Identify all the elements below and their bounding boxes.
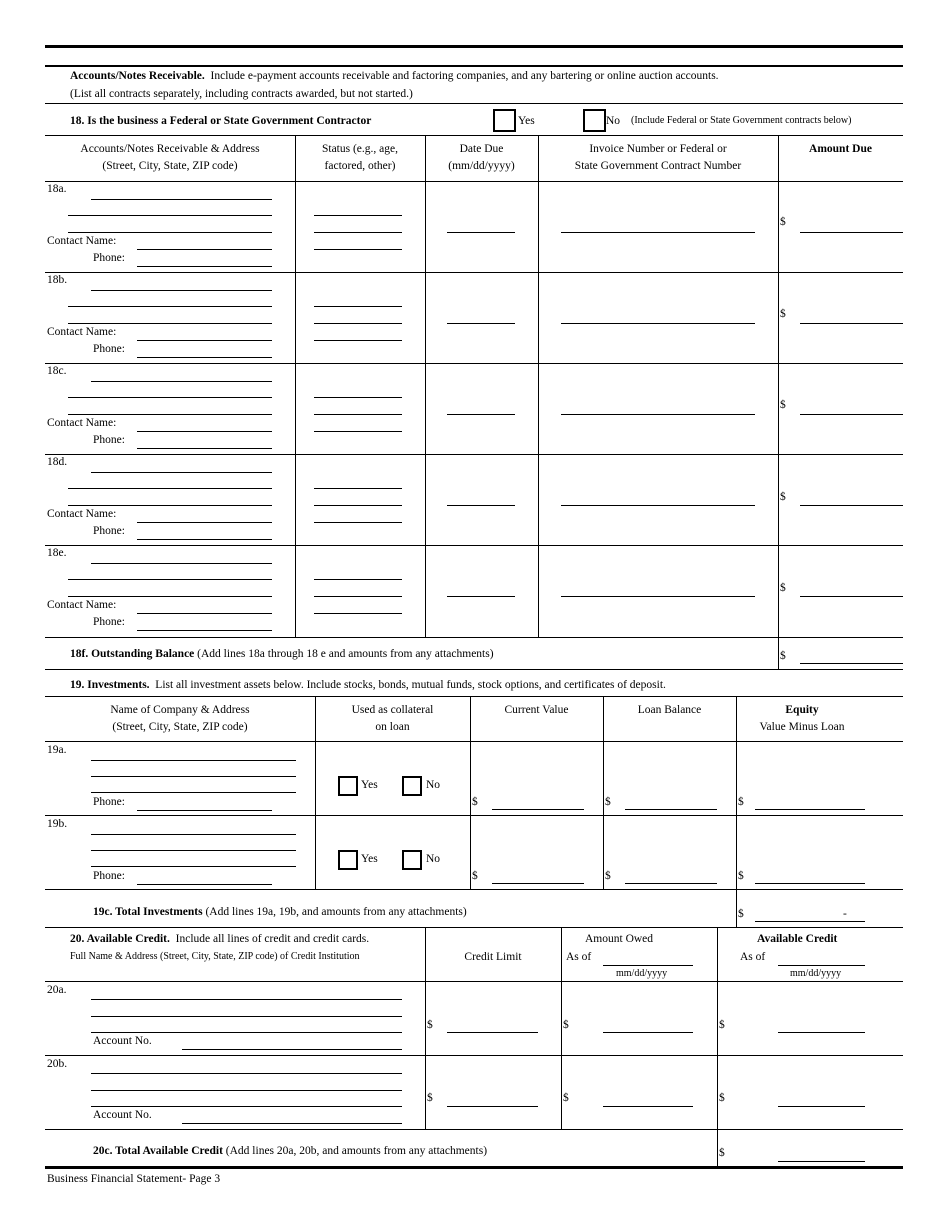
ar-date-due-input[interactable] bbox=[447, 323, 515, 324]
ar-contact-label: Contact Name: bbox=[47, 417, 117, 429]
divider bbox=[45, 1055, 903, 1056]
available-credit-date-hint: mm/dd/yyyy bbox=[790, 968, 842, 979]
inv-row-id: 19a. bbox=[47, 744, 67, 756]
ar-status-line-3[interactable] bbox=[314, 249, 402, 250]
divider bbox=[45, 696, 903, 697]
inv-collateral-yes-checkbox[interactable] bbox=[338, 776, 358, 796]
inv-phone-input[interactable] bbox=[137, 884, 272, 885]
column-rule bbox=[778, 135, 779, 670]
ar-address-line-1[interactable] bbox=[91, 381, 272, 382]
ar-address-line-3[interactable] bbox=[68, 323, 272, 324]
credit-account-input[interactable] bbox=[182, 1123, 402, 1124]
ar-contact-label: Contact Name: bbox=[47, 235, 117, 247]
ar-col1-header-line2: (Street, City, State, ZIP code) bbox=[102, 160, 238, 172]
ar-address-line-1[interactable] bbox=[91, 563, 272, 564]
divider bbox=[45, 669, 903, 670]
ar-date-due-input[interactable] bbox=[447, 232, 515, 233]
amount-owed-input[interactable] bbox=[603, 1106, 693, 1107]
inv-col5-header-line2: Value Minus Loan bbox=[759, 721, 845, 733]
inv-col2-header bbox=[315, 703, 470, 734]
ar-col2-header-line1: Status (e.g., age, bbox=[321, 143, 398, 155]
inv-collateral-yes-checkbox[interactable] bbox=[338, 850, 358, 870]
ar-invoice-input[interactable] bbox=[561, 232, 755, 233]
ar-row-id: 18d. bbox=[47, 456, 68, 468]
inv-collateral-yes-label: Yes bbox=[361, 779, 378, 791]
section-divider bbox=[45, 65, 903, 67]
ar-status-line-1[interactable] bbox=[314, 306, 402, 307]
credit-limit-dollar: $ bbox=[427, 1092, 433, 1104]
ar-address-line-2[interactable] bbox=[68, 306, 272, 307]
divider bbox=[45, 889, 903, 890]
ar-address-line-3[interactable] bbox=[68, 505, 272, 506]
line-19c-dollar: $ bbox=[738, 908, 744, 920]
line-18f-label: 18f. Outstanding Balance bbox=[70, 648, 195, 660]
ar-phone-input[interactable] bbox=[137, 266, 272, 267]
ar-col1-header bbox=[45, 142, 295, 173]
q20-sub: Full Name & Address (Street, City, State, ZIP code) of Credit Institution bbox=[70, 951, 360, 962]
amount-owed-input[interactable] bbox=[603, 1032, 693, 1033]
q18-yes-checkbox[interactable] bbox=[493, 109, 516, 132]
line-18f-text: (Add lines 18a through 18 e and amounts from any attachments) bbox=[197, 648, 494, 660]
q18-yes-label: Yes bbox=[518, 115, 535, 127]
line-20c bbox=[93, 1144, 487, 1158]
ar-amount-due-input[interactable] bbox=[800, 414, 903, 415]
inv-col3-header: Current Value bbox=[504, 704, 569, 716]
ar-invoice-input[interactable] bbox=[561, 414, 755, 415]
available-credit-input[interactable] bbox=[778, 1106, 865, 1107]
ar-invoice-input[interactable] bbox=[561, 323, 755, 324]
credit-address-line-1[interactable] bbox=[91, 1073, 402, 1074]
inv-col5-header-line1: Equity bbox=[785, 704, 819, 716]
q19-text: List all investment assets below. Include stocks, bonds, mutual funds, stock options, and certificates of deposit. bbox=[155, 679, 666, 691]
ar-contact-input[interactable] bbox=[137, 613, 272, 614]
ar-amount-due-input[interactable] bbox=[800, 505, 903, 506]
inv-address-line-3[interactable] bbox=[91, 792, 296, 793]
divider bbox=[45, 545, 903, 546]
ar-status-line-1[interactable] bbox=[314, 397, 402, 398]
available-credit-dollar: $ bbox=[719, 1092, 725, 1104]
ar-address-line-3[interactable] bbox=[68, 414, 272, 415]
ar-contact-label: Contact Name: bbox=[47, 326, 117, 338]
ar-status-line-3[interactable] bbox=[314, 613, 402, 614]
top-border bbox=[45, 45, 903, 48]
ar-address-line-2[interactable] bbox=[68, 215, 272, 216]
inv-collateral-yes-label: Yes bbox=[361, 853, 378, 865]
column-rule bbox=[425, 135, 426, 638]
credit-row-id: 20b. bbox=[47, 1058, 68, 1070]
ar-contact-input[interactable] bbox=[137, 522, 272, 523]
ar-address-line-2[interactable] bbox=[68, 397, 272, 398]
divider bbox=[45, 272, 903, 273]
column-rule bbox=[603, 696, 604, 890]
inv-phone-label: Phone: bbox=[93, 870, 125, 882]
ar-col2-header-line2: factored, other) bbox=[324, 160, 396, 172]
inv-address-line-1[interactable] bbox=[91, 760, 296, 761]
line-20c-text: (Add lines 20a, 20b, and amounts from any attachments) bbox=[225, 1145, 488, 1157]
line-18f-dollar: $ bbox=[780, 650, 786, 662]
inv-loan-balance-input[interactable] bbox=[625, 809, 717, 810]
ar-address-line-3[interactable] bbox=[68, 596, 272, 597]
total-available-credit-input[interactable] bbox=[778, 1161, 865, 1162]
credit-account-label: Account No. bbox=[93, 1109, 152, 1121]
ar-status-line-2[interactable] bbox=[314, 323, 402, 324]
available-credit-input[interactable] bbox=[778, 1032, 865, 1033]
credit-account-label: Account No. bbox=[93, 1035, 152, 1047]
line-19c-text: (Add lines 19a, 19b, and amounts from any attachments) bbox=[205, 906, 467, 918]
inv-current-value-input[interactable] bbox=[492, 883, 584, 884]
available-credit-date-input[interactable] bbox=[778, 965, 865, 966]
divider bbox=[45, 454, 903, 455]
column-rule bbox=[295, 135, 296, 638]
inv-collateral-no-checkbox[interactable] bbox=[402, 776, 422, 796]
ar-date-due-input[interactable] bbox=[447, 505, 515, 506]
credit-address-line-3[interactable] bbox=[91, 1106, 402, 1107]
ar-col4-header-line1: Invoice Number or Federal or bbox=[589, 143, 727, 155]
ar-dollar-sign: $ bbox=[780, 308, 786, 320]
column-rule bbox=[736, 696, 737, 928]
inv-phone-label: Phone: bbox=[93, 796, 125, 808]
ar-address-line-1[interactable] bbox=[91, 199, 272, 200]
outstanding-balance-input[interactable] bbox=[800, 663, 903, 664]
amount-owed-date-input[interactable] bbox=[603, 965, 693, 966]
q18-question: 18. Is the business a Federal or State Government Contractor bbox=[70, 115, 372, 127]
ar-contact-input[interactable] bbox=[137, 249, 272, 250]
inv-phone-input[interactable] bbox=[137, 810, 272, 811]
ar-contact-input[interactable] bbox=[137, 431, 272, 432]
column-rule bbox=[538, 135, 539, 638]
ar-address-line-2[interactable] bbox=[68, 488, 272, 489]
divider bbox=[45, 741, 903, 742]
line-20c-label: 20c. Total Available Credit bbox=[93, 1145, 223, 1157]
ar-dollar-sign: $ bbox=[780, 491, 786, 503]
ar-status-line-3[interactable] bbox=[314, 431, 402, 432]
divider bbox=[45, 135, 903, 136]
ar-phone-label: Phone: bbox=[93, 252, 125, 264]
ar-intro-text: Include e-payment accounts receivable and factoring companies, and any bartering or online auction accounts. bbox=[210, 70, 719, 82]
ar-intro bbox=[70, 69, 719, 83]
inv-col1-header bbox=[45, 703, 315, 734]
amount-owed-asof: As of bbox=[566, 951, 592, 963]
ar-intro-title: Accounts/Notes Receivable. bbox=[70, 70, 205, 82]
line-18f bbox=[70, 647, 494, 661]
credit-address-line-2[interactable] bbox=[91, 1016, 402, 1017]
ar-row-id: 18b. bbox=[47, 274, 68, 286]
credit-address-line-3[interactable] bbox=[91, 1032, 402, 1033]
page-footer: Business Financial Statement- Page 3 bbox=[47, 1173, 221, 1185]
column-rule bbox=[315, 696, 316, 890]
inv-address-line-3[interactable] bbox=[91, 866, 296, 867]
column-rule bbox=[717, 927, 718, 1167]
credit-row-id: 20a. bbox=[47, 984, 67, 996]
ar-phone-input[interactable] bbox=[137, 630, 272, 631]
divider bbox=[45, 927, 903, 928]
inv-loan-balance-input[interactable] bbox=[625, 883, 717, 884]
ar-phone-label: Phone: bbox=[93, 616, 125, 628]
bottom-border bbox=[45, 1166, 903, 1169]
inv-equity-input[interactable] bbox=[755, 809, 865, 810]
ar-col3-header bbox=[425, 142, 538, 173]
credit-limit-header: Credit Limit bbox=[464, 951, 522, 963]
ar-status-line-2[interactable] bbox=[314, 596, 402, 597]
q19-intro bbox=[70, 678, 666, 692]
ar-col4-header bbox=[538, 142, 778, 173]
column-rule bbox=[425, 927, 426, 1130]
ar-contact-input[interactable] bbox=[137, 340, 272, 341]
ar-date-due-input[interactable] bbox=[447, 414, 515, 415]
ar-row-id: 18e. bbox=[47, 547, 67, 559]
ar-col3-header-line1: Date Due bbox=[459, 143, 504, 155]
ar-phone-input[interactable] bbox=[137, 539, 272, 540]
ar-col2-header bbox=[295, 142, 425, 173]
inv-equity-input[interactable] bbox=[755, 883, 865, 884]
inv-col5-header bbox=[736, 703, 868, 734]
q18-no-label: No bbox=[606, 115, 621, 127]
inv-loan-balance-dollar: $ bbox=[605, 796, 611, 808]
inv-current-value-dollar: $ bbox=[472, 796, 478, 808]
ar-status-line-1[interactable] bbox=[314, 215, 402, 216]
credit-limit-input[interactable] bbox=[447, 1032, 538, 1033]
ar-amount-due-input[interactable] bbox=[800, 232, 903, 233]
inv-current-value-input[interactable] bbox=[492, 809, 584, 810]
inv-col2-header-line1: Used as collateral bbox=[351, 704, 434, 716]
inv-current-value-dollar: $ bbox=[472, 870, 478, 882]
ar-status-line-3[interactable] bbox=[314, 522, 402, 523]
ar-status-line-2[interactable] bbox=[314, 232, 402, 233]
q19-title: 19. Investments. bbox=[70, 679, 150, 691]
ar-col1-header-line1: Accounts/Notes Receivable & Address bbox=[80, 143, 260, 155]
available-credit-dollar: $ bbox=[719, 1019, 725, 1031]
ar-status-line-3[interactable] bbox=[314, 340, 402, 341]
divider bbox=[45, 103, 903, 104]
available-credit-asof: As of bbox=[740, 951, 766, 963]
ar-status-line-2[interactable] bbox=[314, 505, 402, 506]
divider bbox=[45, 363, 903, 364]
ar-intro-line2: (List all contracts separately, including contracts awarded, but not started.) bbox=[70, 88, 413, 100]
inv-col2-header-line2: on loan bbox=[375, 721, 410, 733]
ar-phone-label: Phone: bbox=[93, 434, 125, 446]
ar-phone-label: Phone: bbox=[93, 525, 125, 537]
amount-owed-dollar: $ bbox=[563, 1092, 569, 1104]
q20-intro bbox=[70, 932, 369, 946]
ar-phone-input[interactable] bbox=[137, 448, 272, 449]
inv-collateral-no-label: No bbox=[426, 853, 441, 865]
amount-owed-dollar: $ bbox=[563, 1019, 569, 1031]
divider bbox=[45, 815, 903, 816]
inv-address-line-2[interactable] bbox=[91, 776, 296, 777]
q20-title: 20. Available Credit. bbox=[70, 933, 170, 945]
ar-address-line-1[interactable] bbox=[91, 472, 272, 473]
column-rule bbox=[561, 927, 562, 1130]
ar-col5-header: Amount Due bbox=[809, 143, 872, 155]
ar-phone-input[interactable] bbox=[137, 357, 272, 358]
divider bbox=[45, 1129, 903, 1130]
inv-col1-header-line2: (Street, City, State, ZIP code) bbox=[112, 721, 248, 733]
inv-equity-dollar: $ bbox=[738, 796, 744, 808]
credit-address-line-1[interactable] bbox=[91, 999, 402, 1000]
q20-text: Include all lines of credit and credit cards. bbox=[175, 933, 370, 945]
credit-account-input[interactable] bbox=[182, 1049, 402, 1050]
inv-address-line-1[interactable] bbox=[91, 834, 296, 835]
total-investments-input[interactable] bbox=[755, 921, 865, 922]
ar-col4-header-line2: State Government Contract Number bbox=[574, 160, 742, 172]
amount-owed-date-hint: mm/dd/yyyy bbox=[616, 968, 668, 979]
credit-limit-dollar: $ bbox=[427, 1019, 433, 1031]
line-19c-label: 19c. Total Investments bbox=[93, 906, 203, 918]
ar-invoice-input[interactable] bbox=[561, 505, 755, 506]
inv-col4-header: Loan Balance bbox=[637, 704, 702, 716]
ar-status-line-1[interactable] bbox=[314, 488, 402, 489]
ar-dollar-sign: $ bbox=[780, 582, 786, 594]
q18-no-checkbox[interactable] bbox=[583, 109, 606, 132]
ar-invoice-input[interactable] bbox=[561, 596, 755, 597]
available-credit-header: Available Credit bbox=[757, 933, 838, 945]
q18-note: (Include Federal or State Government contracts below) bbox=[631, 115, 852, 126]
ar-amount-due-input[interactable] bbox=[800, 596, 903, 597]
ar-status-line-1[interactable] bbox=[314, 579, 402, 580]
inv-loan-balance-dollar: $ bbox=[605, 870, 611, 882]
ar-amount-due-input[interactable] bbox=[800, 323, 903, 324]
ar-address-line-2[interactable] bbox=[68, 579, 272, 580]
ar-status-line-2[interactable] bbox=[314, 414, 402, 415]
ar-address-line-3[interactable] bbox=[68, 232, 272, 233]
inv-row-id: 19b. bbox=[47, 818, 68, 830]
credit-address-line-2[interactable] bbox=[91, 1090, 402, 1091]
ar-contact-label: Contact Name: bbox=[47, 508, 117, 520]
column-rule bbox=[470, 696, 471, 890]
ar-dollar-sign: $ bbox=[780, 216, 786, 228]
ar-phone-label: Phone: bbox=[93, 343, 125, 355]
ar-col3-header-line2: (mm/dd/yyyy) bbox=[448, 160, 515, 172]
ar-date-due-input[interactable] bbox=[447, 596, 515, 597]
divider bbox=[45, 981, 903, 982]
inv-col1-header-line1: Name of Company & Address bbox=[110, 704, 250, 716]
amount-owed-header: Amount Owed bbox=[585, 933, 654, 945]
ar-row-id: 18a. bbox=[47, 183, 67, 195]
ar-address-line-1[interactable] bbox=[91, 290, 272, 291]
ar-dollar-sign: $ bbox=[780, 399, 786, 411]
divider bbox=[45, 637, 903, 638]
inv-collateral-no-label: No bbox=[426, 779, 441, 791]
inv-collateral-no-checkbox[interactable] bbox=[402, 850, 422, 870]
inv-equity-dollar: $ bbox=[738, 870, 744, 882]
credit-limit-input[interactable] bbox=[447, 1106, 538, 1107]
total-investments-value: - bbox=[843, 908, 847, 920]
inv-address-line-2[interactable] bbox=[91, 850, 296, 851]
line-20c-dollar: $ bbox=[719, 1147, 725, 1159]
line-19c bbox=[93, 905, 467, 919]
divider bbox=[45, 181, 903, 182]
ar-row-id: 18c. bbox=[47, 365, 67, 377]
ar-contact-label: Contact Name: bbox=[47, 599, 117, 611]
